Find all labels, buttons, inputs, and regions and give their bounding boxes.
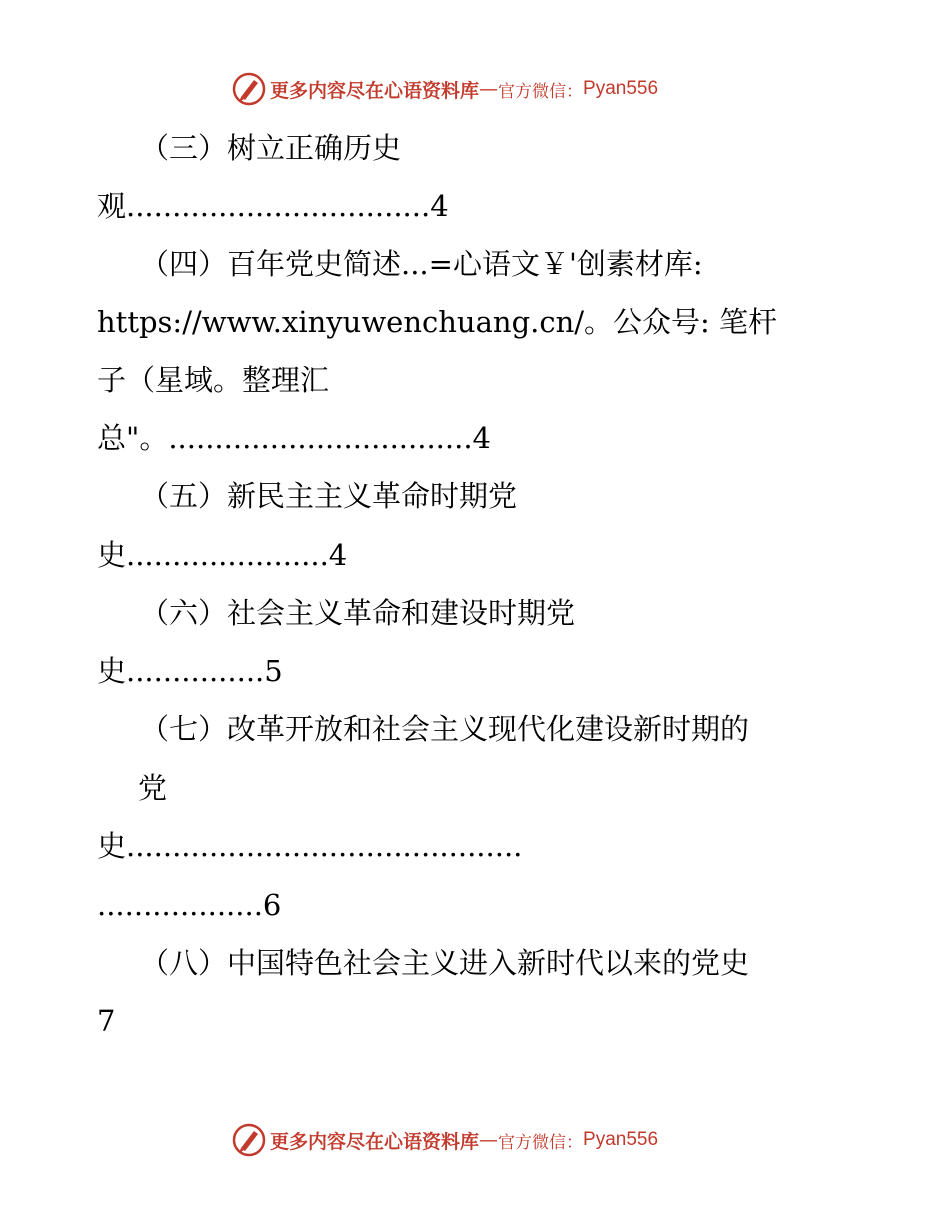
header-banner-wechat-id: Pyan556 xyxy=(583,78,659,99)
toc-entry-7-leader: 史........................................... xyxy=(97,829,523,863)
toc-entry-4-title: （四）百年党史简述...=心语文￥'创素材库: xyxy=(140,247,703,281)
toc-entry-8-title: （八）中国特色社会主义进入新时代以来的党史 xyxy=(140,946,750,980)
footer-banner-wechat-label: 官方微信： xyxy=(498,1132,584,1153)
toc-entry-5-title: （五）新民主主义革命时期党 xyxy=(140,479,518,513)
footer-banner-text: 更多内容尽在心语资料库 xyxy=(270,1130,480,1153)
toc-entry-8-page: 7 xyxy=(97,1004,116,1038)
toc-entry-4-continued: 子（星域。整理汇 xyxy=(97,363,330,397)
header-banner xyxy=(232,72,658,106)
header-banner-separator: — xyxy=(479,78,499,100)
pen-logo-icon xyxy=(232,1123,266,1157)
footer-banner-wechat-id: Pyan556 xyxy=(583,1129,659,1150)
toc-entry-6-leader: 史...............5 xyxy=(97,654,283,688)
header-banner-text: 更多内容尽在心语资料库 xyxy=(270,79,480,102)
toc-entry-5-leader: 史......................4 xyxy=(97,538,348,572)
header-banner-wechat-label: 官方微信： xyxy=(498,81,584,102)
footer-banner-separator: — xyxy=(479,1129,499,1151)
footer-banner xyxy=(232,1123,658,1157)
toc-entry-7-continued: 党 xyxy=(138,771,168,805)
toc-entry-4-leader: 总"。.................................4 xyxy=(97,421,491,455)
toc-entry-7-title: （七）改革开放和社会主义现代化建设新时期的 xyxy=(140,712,750,746)
toc-entry-4-url: https://www.xinyuwenchuang.cn/。公众号: 笔杆 xyxy=(97,305,778,339)
pen-logo-icon xyxy=(232,72,266,106)
toc-entry-3-title: （三）树立正确历史 xyxy=(140,131,402,165)
toc-entry-7-leader-cont: ..................6 xyxy=(97,888,282,922)
toc-entry-6-title: （六）社会主义革命和建设时期党 xyxy=(140,596,576,630)
toc-entry-3-leader: 观.................................4 xyxy=(97,189,449,223)
